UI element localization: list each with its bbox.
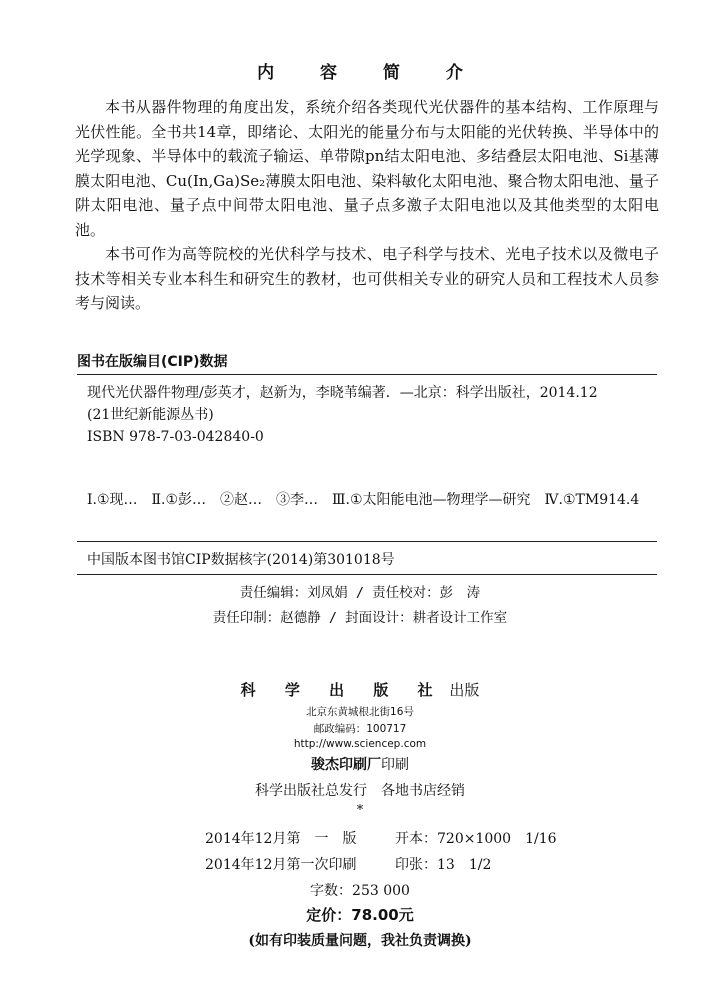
cip-isbn: ISBN 978-7-03-042840-0 [87, 429, 264, 445]
printer-line [0, 754, 720, 774]
price: 定价：78.00元 [306, 906, 414, 924]
edition-row-2 [205, 854, 491, 874]
printing-date: 2014年12月第一次印刷 [205, 857, 357, 873]
quality-notice: (如有印装质量问题，我社负责调换) [248, 933, 472, 949]
cip-classification: Ⅰ.①现… Ⅱ.①彭… ②赵… ③李… Ⅲ.①太阳能电池—物理学—研究 Ⅳ.①TM914.4 [87, 492, 640, 508]
cip-top-rule [77, 374, 657, 375]
cip-number: 中国版本图书馆CIP数据核字(2014)第301018号 [87, 552, 395, 568]
printer-suffix: 印刷 [381, 757, 409, 773]
intro-section [75, 95, 659, 316]
intro-paragraph-1: 本书从器件物理的角度出发，系统介绍各类现代光伏器件的基本结构、工作原理与光伏性能。全书共14章，即绪论、太阳光的能量分布与太阳能的光伏转换、半导体中的光学现象、半导体中的载流子输运、单带隙pn结太阳电池、多结叠层太阳电池、Si基薄膜太阳电池、Cu(In,Ga)Se₂薄膜太阳电池、染料敏化太阳电池、聚合物太阳电池、量子阱太阳电池、量子点中间带太阳电池、量子点多激子太阳电池以及其他类型的太阳电池。 [75, 98, 659, 239]
format-size: 开本：720×1000 1/16 [395, 831, 557, 847]
print-sheets: 印张：13 1/2 [395, 857, 492, 873]
printer-name: 骏杰印刷厂 [311, 757, 381, 773]
intro-paragraph-2: 本书可作为高等院校的光伏科学与技术、电子科学与技术、光电子技术以及微电子技术等相关专业本科生和研究生的教材，也可供相关专业的研究人员和工程技术人员参考与阅读。 [75, 245, 659, 312]
cip-series: (21世纪新能源丛书) [87, 407, 214, 423]
cip-title-line: 现代光伏器件物理/彭英才，赵新为，李晓苇编著．—北京：科学出版社，2014.12 [87, 385, 598, 401]
word-count: 字数：253 000 [310, 883, 410, 899]
publisher-url: http://www.sciencep.com [293, 738, 427, 750]
publisher-postcode: 邮政编码：100717 [313, 723, 407, 735]
credits-editor: 责任编辑：刘凤娟 / 责任校对：彭 涛 [239, 585, 481, 601]
credits-production: 责任印制：赵德静 / 封面设计：耕者设计工作室 [212, 610, 508, 626]
edition-row-1 [205, 828, 557, 848]
publisher-address: 北京东黄城根北街16号 [306, 706, 414, 718]
publisher-suffix: 出版 [449, 681, 480, 699]
cip-header: 图书在版编目(CIP)数据 [77, 354, 228, 370]
publisher-line [0, 679, 720, 700]
cip-record [87, 382, 657, 448]
separator-star: * [356, 803, 364, 818]
edition-date: 2014年12月第 一 版 [205, 831, 357, 847]
publisher-logo: 科 学 出 版 社 [240, 681, 445, 699]
cip-bottom-rule [77, 574, 657, 575]
cip-middle-rule [77, 541, 657, 542]
page-title: 内 容 简 介 [257, 63, 483, 83]
distribution-line: 科学出版社总发行 各地书店经销 [255, 783, 465, 799]
